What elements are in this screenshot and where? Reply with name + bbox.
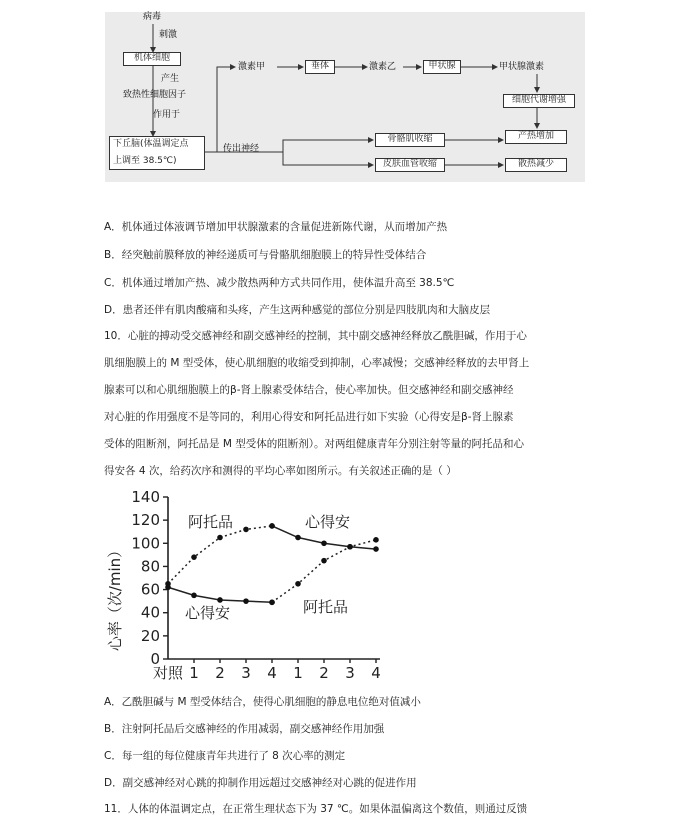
heat-down-box: 散热减少 [505, 158, 567, 172]
pyrogen-label: 致热性细胞因子 [123, 90, 187, 100]
stimulate-label: 刺激 [159, 30, 178, 40]
q9-option-d: D．患者还伴有肌肉酸痛和头疼，产生这两种感觉的部位分别是四肢肌肉和大脑皮层 [104, 304, 491, 316]
heat-up-box: 产热增加 [505, 130, 567, 144]
y-tick-label: 80 [140, 557, 160, 576]
efferent-nerve-label: 传出神经 [223, 144, 260, 154]
q10-stem-line-2: 肌细胞膜上的 M 型受体，使心肌细胞的收缩受到抑制，心率减慢；交感神经释放的去甲肾上 [104, 357, 530, 369]
data-point [243, 598, 249, 604]
muscle-box: 骨骼肌收缩 [375, 133, 445, 147]
y-tick-label: 120 [131, 511, 160, 530]
hypothalamus-box [109, 136, 205, 170]
data-point [373, 537, 379, 543]
x-tick-label: 4 [371, 664, 381, 682]
fever-regulation-flowchart [105, 12, 585, 182]
act-on-label: 作用于 [153, 110, 181, 120]
x-tick-label: 4 [267, 664, 277, 682]
pituitary-box: 垂体 [305, 60, 335, 74]
q10-stem-line-3: 腺素可以和心肌细胞膜上的β-肾上腺素受体结合，使心率加快。但交感神经和副交感神经 [104, 384, 514, 396]
propranolol-label-lower: 心得安 [185, 604, 231, 622]
data-point [347, 544, 353, 550]
y-tick-label: 40 [140, 603, 160, 622]
y-tick-label: 20 [140, 626, 160, 645]
q10-stem-line-1: 10．心脏的搏动受交感神经和副交感神经的控制，其中副交感神经释放乙酰胆碱，作用于心 [104, 330, 527, 342]
x-tick-label: 2 [319, 664, 329, 682]
propranolol-label-upper: 心得安 [305, 513, 351, 531]
data-point [269, 600, 275, 606]
q10-option-d: D．副交感神经对心跳的抑制作用远超过交感神经对心跳的促进作用 [104, 777, 417, 789]
x-tick-label: 对照 [152, 664, 184, 682]
q9-option-b: B．经突触前膜释放的神经递质可与骨骼肌细胞膜上的特异性受体结合 [104, 249, 427, 261]
x-tick-label: 2 [215, 664, 225, 682]
q9-option-a: A．机体通过体液调节增加甲状腺激素的含量促进新陈代谢，从而增加产热 [104, 221, 448, 233]
q10-stem-line-4: 对心脏的作用强度不是等同的，利用心得安和阿托品进行如下实验（心得安是β-肾上腺素 [104, 411, 514, 423]
x-tick-label: 1 [293, 664, 303, 682]
x-tick-label: 1 [189, 664, 199, 682]
q11-stem-line-1: 11．人体的体温调定点，在正常生理状态下为 37 ℃。如果体温偏离这个数值，则通过反馈 [104, 803, 528, 815]
data-point [165, 584, 171, 590]
data-point [373, 546, 379, 552]
q10-stem-line-6: 得安各 4 次，给药次序和测得的平均心率如图所示。有关叙述正确的是（ ） [104, 465, 457, 477]
q10-option-c: C．每一组的每位健康青年共进行了 8 次心率的测定 [104, 750, 346, 762]
q10-option-b: B．注射阿托品后交感神经的作用减弱，副交感神经作用加强 [104, 723, 385, 735]
x-tick-label: 3 [241, 664, 251, 682]
data-point [295, 581, 301, 587]
y-tick-label: 140 [131, 488, 160, 506]
data-point [217, 597, 223, 603]
atropine-label-lower: 阿托品 [303, 598, 349, 616]
series-line-0 [168, 526, 272, 584]
x-tick-label: 3 [345, 664, 355, 682]
metabolism-box: 细胞代谢增强 [503, 94, 575, 108]
data-point [217, 535, 223, 541]
data-point [321, 540, 327, 546]
hypothalamus-line-2: 上调至 38.5℃) [113, 156, 177, 166]
hormone-a-label: 激素甲 [238, 62, 266, 72]
thyroxine-label: 甲状腺激素 [499, 62, 545, 72]
hormone-b-label: 激素乙 [369, 62, 397, 72]
y-tick-label: 100 [131, 534, 160, 553]
data-point [269, 523, 275, 529]
series-line-3 [272, 540, 376, 602]
data-point [191, 554, 197, 560]
heart-rate-chart [100, 487, 400, 697]
data-point [321, 558, 327, 564]
y-axis-label: 心率（次/min） [106, 542, 124, 652]
data-point [295, 535, 301, 541]
data-point [191, 593, 197, 599]
y-tick-label: 0 [150, 650, 160, 668]
body-cells-box: 机体细胞 [123, 52, 181, 66]
vessel-box: 皮肤血管收缩 [375, 158, 445, 172]
y-tick-label: 60 [140, 580, 160, 599]
data-point [243, 527, 249, 533]
produce-label: 产生 [161, 74, 180, 84]
atropine-label-upper: 阿托品 [188, 513, 234, 531]
virus-label: 病毒 [143, 12, 162, 22]
thyroid-box: 甲状腺 [423, 60, 461, 74]
hypothalamus-line-1: 下丘脑(体温调定点 [113, 139, 189, 149]
q10-option-a: A．乙酰胆碱与 M 型受体结合，使得心肌细胞的静息电位绝对值减小 [104, 696, 421, 708]
q9-option-c: C．机体通过增加产热、减少散热两种方式共同作用，使体温升高至 38.5℃ [104, 277, 455, 289]
q10-stem-line-5: 受体的阻断剂，阿托品是 M 型受体的阻断剂）。对两组健康青年分别注射等量的阿托品和心 [104, 438, 524, 450]
